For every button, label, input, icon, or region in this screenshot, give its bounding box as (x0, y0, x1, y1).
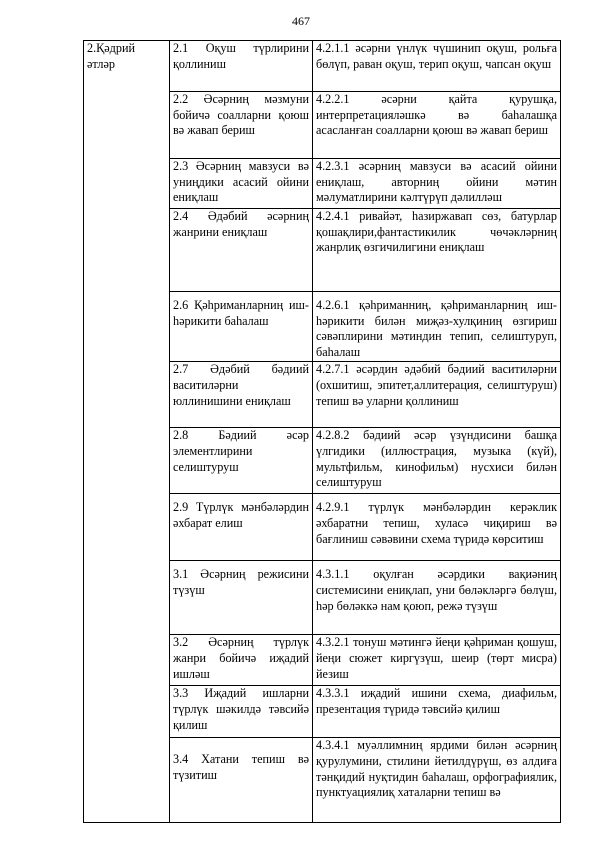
skill-label: 2.7 Әдәбий бәдиий васитиләрни юллинишини ениқлаш (173, 362, 309, 408)
skill-cell (170, 92, 313, 159)
objective-text: 4.2.1.1 әсәрни үнлүк чүшинип оқуш, рольға бөлүп, раван оқуш, терип оқуш, чапсан оқуш (316, 41, 557, 71)
objective-cell (313, 738, 561, 823)
table-row (84, 41, 561, 92)
objective-cell (313, 159, 561, 209)
skill-label: 2.1 Оқуш түрлирини қоллиниш (173, 41, 309, 71)
skill-label: 2.8 Бәдиий әсәр элементлирини селиштуруш (173, 428, 309, 474)
skill-cell (170, 635, 313, 686)
skill-cell (170, 561, 313, 635)
skill-cell (170, 159, 313, 209)
skill-label: 2.3 Әсәрниң мавзуси вә униңдики асасий ойини ениқлаш (173, 159, 309, 205)
objective-cell (313, 41, 561, 92)
section-label: 2.Қәдрий әтләр (87, 41, 136, 71)
skill-cell (170, 428, 313, 494)
objective-cell (313, 209, 561, 292)
skill-cell (170, 738, 313, 823)
curriculum-table (83, 40, 561, 823)
objective-text: 4.2.2.1 әсәрни қайта қурушқа, интерпретацияләшкә вә баһалашқа асасланған соалларни қоюш вә жавап бериш (316, 92, 557, 138)
skill-cell (170, 209, 313, 292)
skill-cell (170, 292, 313, 362)
objective-cell (313, 362, 561, 428)
objective-cell (313, 494, 561, 561)
objective-text: 4.2.4.1 ривайәт, һазиржавап сөз, батурлар қошақлири,фантастикилик чөчәкләрниң жанрлиқ өзгичилигини ениқлаш (316, 209, 557, 255)
skill-label: 3.2 Әсәрниң түрлүк жанри бойичә иҗадий ишләш (173, 635, 309, 681)
objective-text: 4.2.7.1 әсәрдин әдәбий бәдиий васитиләрни (охшитиш, эпитет,аллитерация, селиштуруш) тепиш вә уларни қоллиниш (316, 362, 557, 408)
objective-text: 4.3.2.1 тонуш мәтингә йеңи қәһриман қошуш, йеңи сюжет киргүзүш, шеир (төрт мисра) йезиш (316, 635, 557, 681)
objective-text: 4.3.3.1 иҗадий ишини схема, диафильм, презентация түридә тәвсийә қилиш (316, 686, 557, 716)
objective-text: 4.2.9.1 түрлүк мәнбәләрдин керәклик әхбаратни тепиш, хуласә чиқириш вә бағлиниш сәвәвини схема түридә көрситиш (316, 500, 557, 546)
objective-text: 4.3.1.1 оқулған әсәрдики вақиәниң системисини ениқлап, уни бөләкләргә бөлүш, һәр бөләккә нам қоюп, режә түзүш (316, 567, 557, 613)
section-cell (84, 41, 170, 823)
objective-text: 4.2.3.1 әсәрниң мавзуси вә асасий ойини ениқлаш, авторниң ойини мәтин мәлуматлирини кәлтүрүп дәлилләш (316, 159, 557, 205)
skill-cell (170, 686, 313, 738)
skill-label: 3.4 Хатани тепиш вә түзитиш (173, 752, 309, 782)
page-number: 467 (292, 14, 310, 28)
objective-text: 4.2.8.2 бәдиий әсәр үзүндисини башқа үлгидики (иллюстрация, музыка (күй), мультфильм, кинофильм) нусхиси билән селиштуруш (316, 428, 557, 490)
skill-cell (170, 494, 313, 561)
objective-cell (313, 686, 561, 738)
objective-cell (313, 635, 561, 686)
skill-label: 3.1 Әсәрниң режисини түзүш (173, 567, 309, 597)
skill-label: 3.3 Иҗадий ишларни түрлүк шәкилдә тәвсийә қилиш (173, 686, 309, 732)
objective-text: 4.3.4.1 муәллимниң ярдими билән әсәрниң қурулумини, стилини йетилдүрүш, өз алдиға тәнқидий нуқтидин баһалаш, орфографиялик, пунктуациялиқ хаталарни тепиш вә (316, 738, 557, 800)
objective-cell (313, 92, 561, 159)
skill-label: 2.2 Әсәрниң мәзмуни бойичә соалларни қоюш вә жавап бериш (173, 92, 309, 138)
skill-label: 2.9 Түрлүк мәнбәләрдин әхбарат елиш (173, 500, 309, 530)
objective-cell (313, 561, 561, 635)
objective-text: 4.2.6.1 қәһриманниң, қәһриманларниң иш-һәрикити билән миҗәз-хулқиниң өзгириш сәвәплирини мәтиндин тепип, селиштуруп, баһалаш (316, 298, 557, 359)
skill-cell (170, 41, 313, 92)
skill-label: 2.4 Әдәбий әсәрниң жанрини ениқлаш (173, 209, 309, 239)
objective-cell (313, 292, 561, 362)
skill-label: 2.6 Қәһриманларниң иш-һәрикити баһалаш (173, 298, 309, 328)
skill-cell (170, 362, 313, 428)
objective-cell (313, 428, 561, 494)
